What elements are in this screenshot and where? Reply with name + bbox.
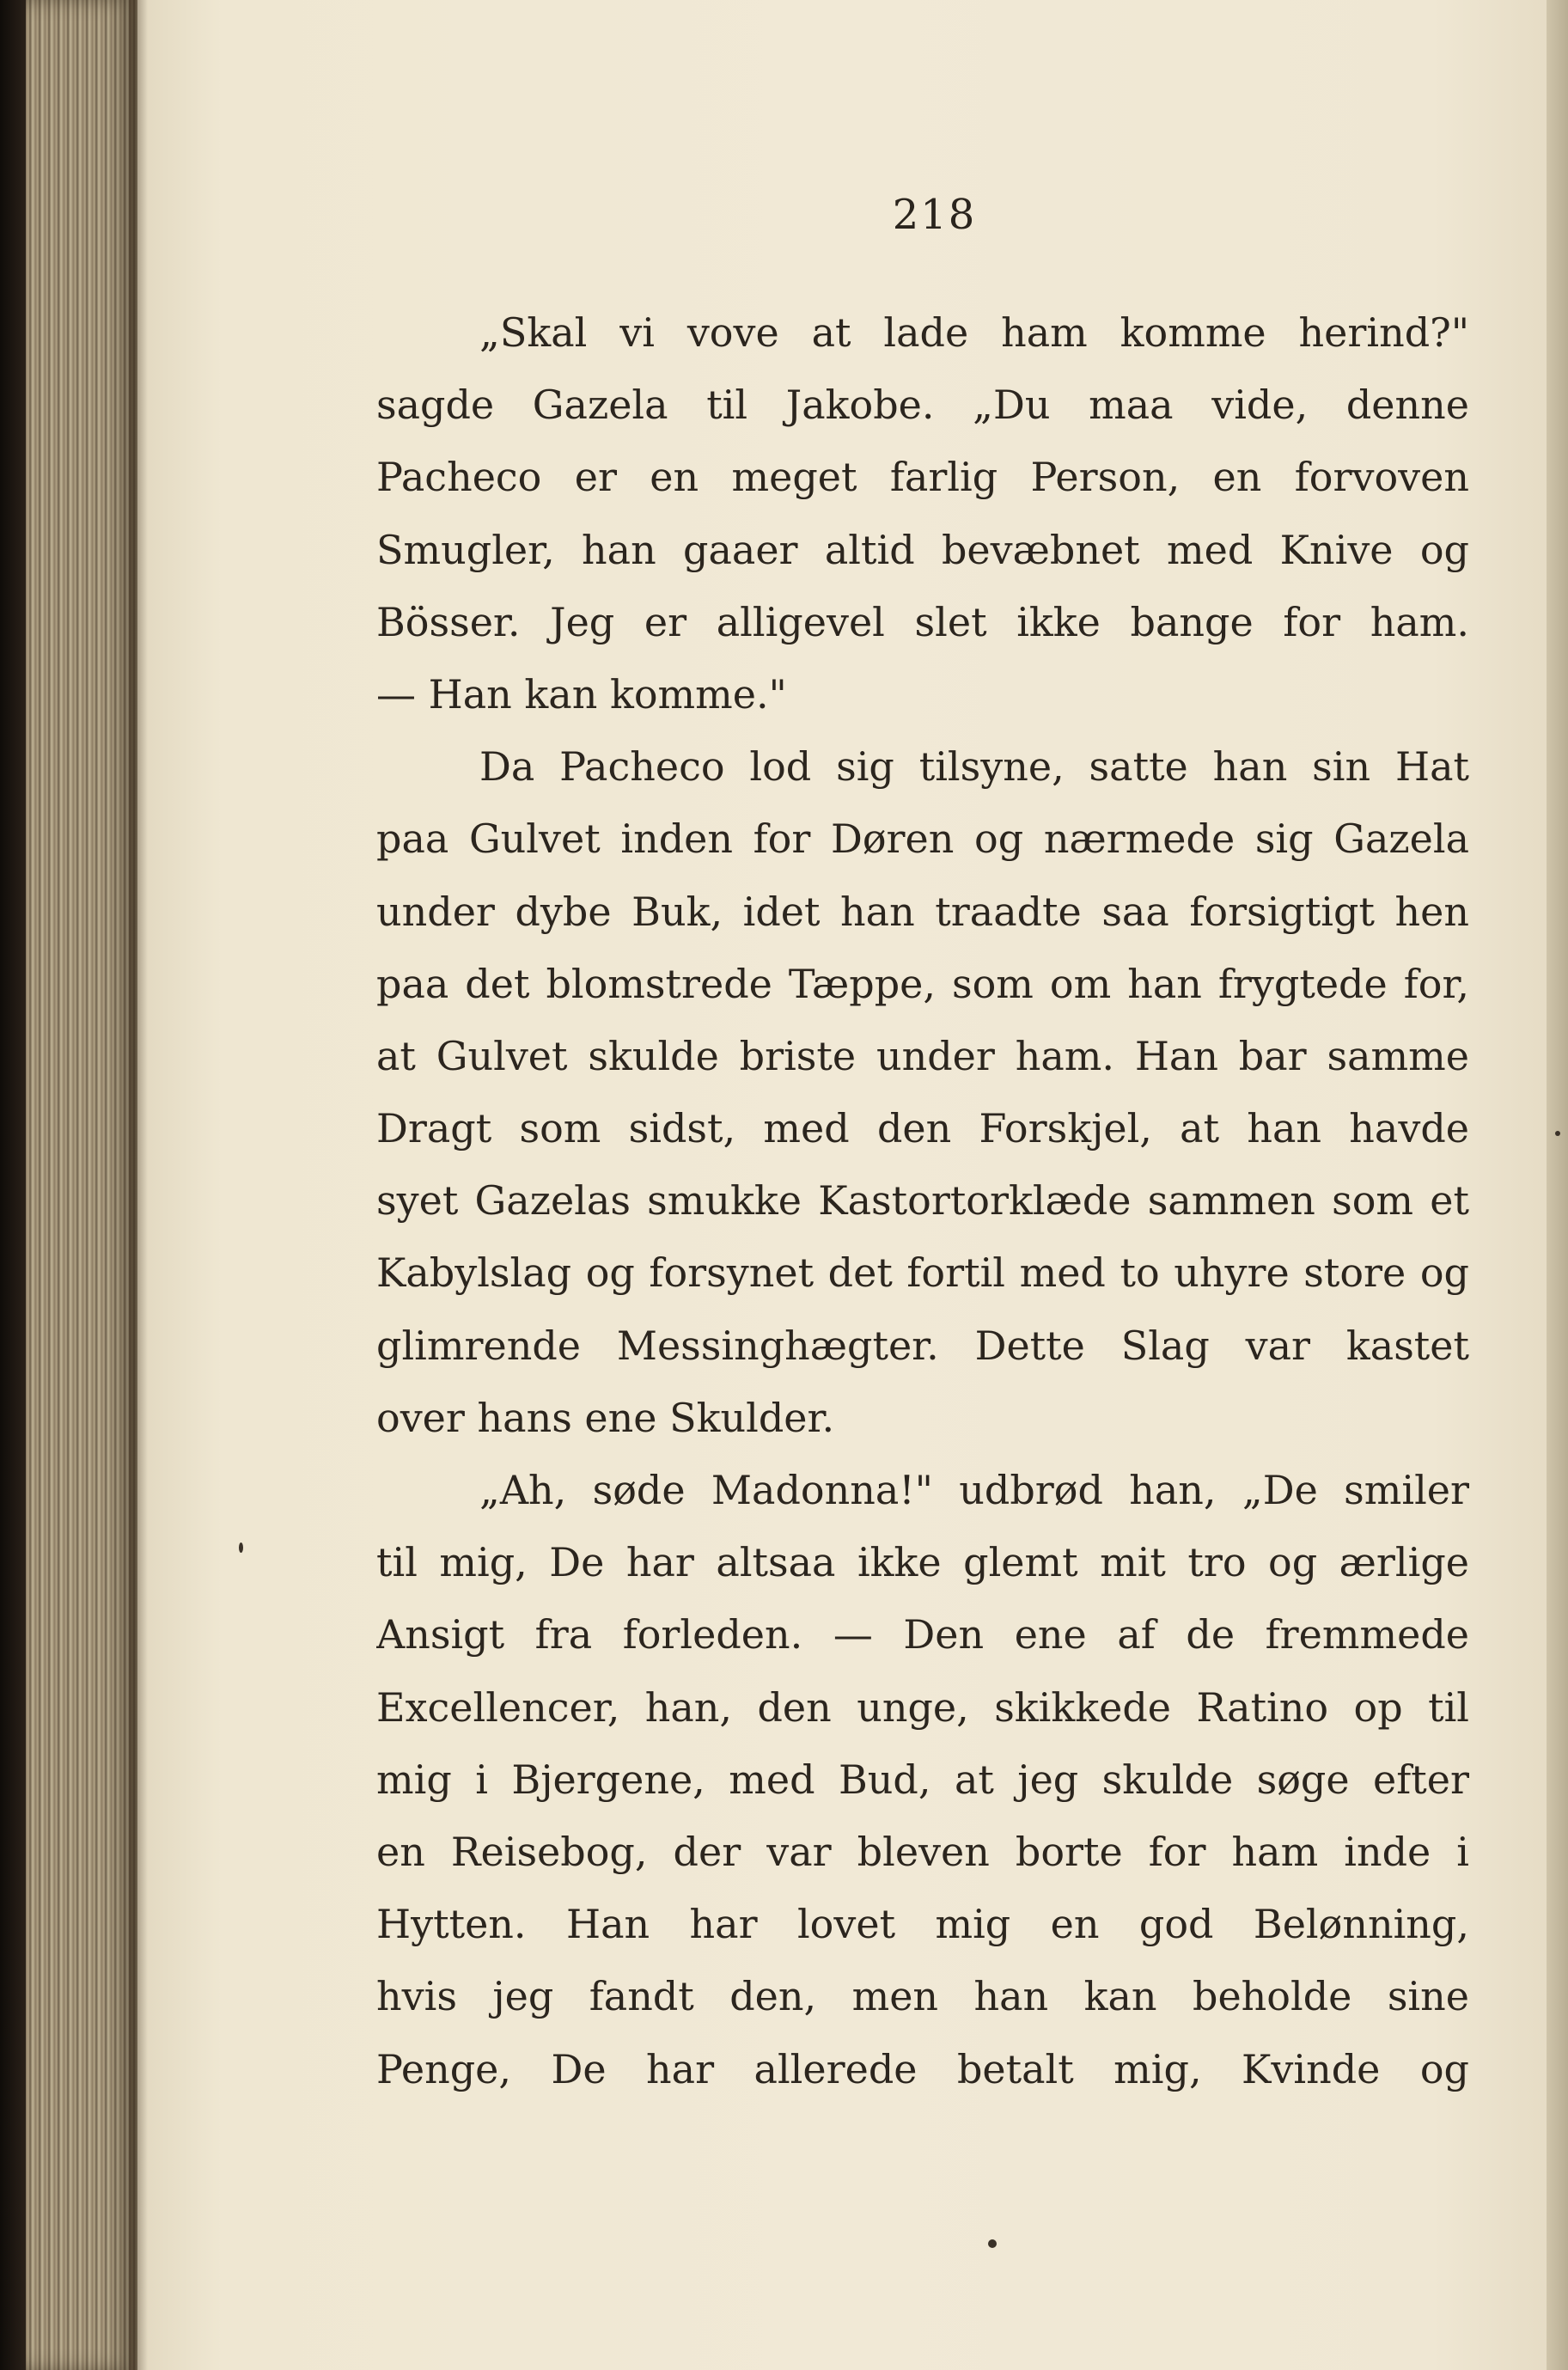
text-line: at Gulvet skulde briste under ham. Han bar samme — [376, 1032, 1469, 1079]
text-line: glimrende Messinghægter. Dette Slag var kastet — [376, 1322, 1469, 1369]
text-line: Penge, De har allerede betalt mig, Kvinde og — [376, 2045, 1469, 2092]
ink-speck — [1555, 1131, 1560, 1136]
ink-speck — [239, 1542, 243, 1553]
text-line: Da Pacheco lod sig tilsyne, satte han sin Hat — [479, 743, 1469, 791]
text-line: syet Gazelas smukke Kastortorklæde sammen som et — [376, 1177, 1469, 1225]
text-line: Pacheco er en meget farlig Person, en forvoven — [376, 454, 1469, 501]
text-line: Hytten. Han har lovet mig en god Belønning, — [376, 1901, 1469, 1948]
text-line: en Reisebog, der var bleven borte for ham inde i — [376, 1828, 1469, 1875]
text-line: mig i Bjergene, med Bud, at jeg skulde søge efter — [376, 1756, 1469, 1803]
book-page-edges — [26, 0, 137, 2370]
text-line: Dragt som sidst, med den Forskjel, at han havde — [376, 1105, 1469, 1152]
text-line: Excellencer, han, den unge, skikkede Ratino op til — [376, 1683, 1469, 1731]
text-line: Smugler, han gaaer altid bevæbnet med Knive og — [376, 526, 1469, 573]
text-line: Kabylslag og forsynet det fortil med to uhyre store og — [376, 1249, 1469, 1297]
page-number: 218 — [892, 191, 977, 239]
text-line: til mig, De har altsaa ikke glemt mit tro og ærlige — [376, 1539, 1469, 1586]
text-line: Ansigt fra forleden. — Den ene af de fremmede — [376, 1611, 1469, 1658]
gutter-shadow — [129, 0, 148, 2370]
background-right — [1547, 0, 1568, 2370]
text-line: paa Gulvet inden for Døren og nærmede sig Gazela — [376, 815, 1469, 863]
text-line: sagde Gazela til Jakobe. „Du maa vide, denne — [376, 382, 1469, 429]
text-line: „Skal vi vove at lade ham komme herind?" — [479, 309, 1469, 356]
body-text — [376, 296, 1469, 2105]
text-line: Bösser. Jeg er alligevel slet ikke bange for ham. — [376, 598, 1469, 645]
text-line: — Han kan komme." — [376, 670, 787, 718]
ink-speck — [988, 2239, 997, 2248]
text-line: paa det blomstrede Tæppe, som om han frygtede for, — [376, 960, 1469, 1007]
background-left — [0, 0, 26, 2370]
text-line: under dybe Buk, idet han traadte saa forsigtigt hen — [376, 888, 1469, 935]
text-line: hvis jeg fandt den, men han kan beholde sine — [376, 1973, 1469, 2020]
text-line: over hans ene Skulder. — [376, 1394, 835, 1441]
text-line: „Ah, søde Madonna!" udbrød han, „De smiler — [479, 1467, 1469, 1513]
